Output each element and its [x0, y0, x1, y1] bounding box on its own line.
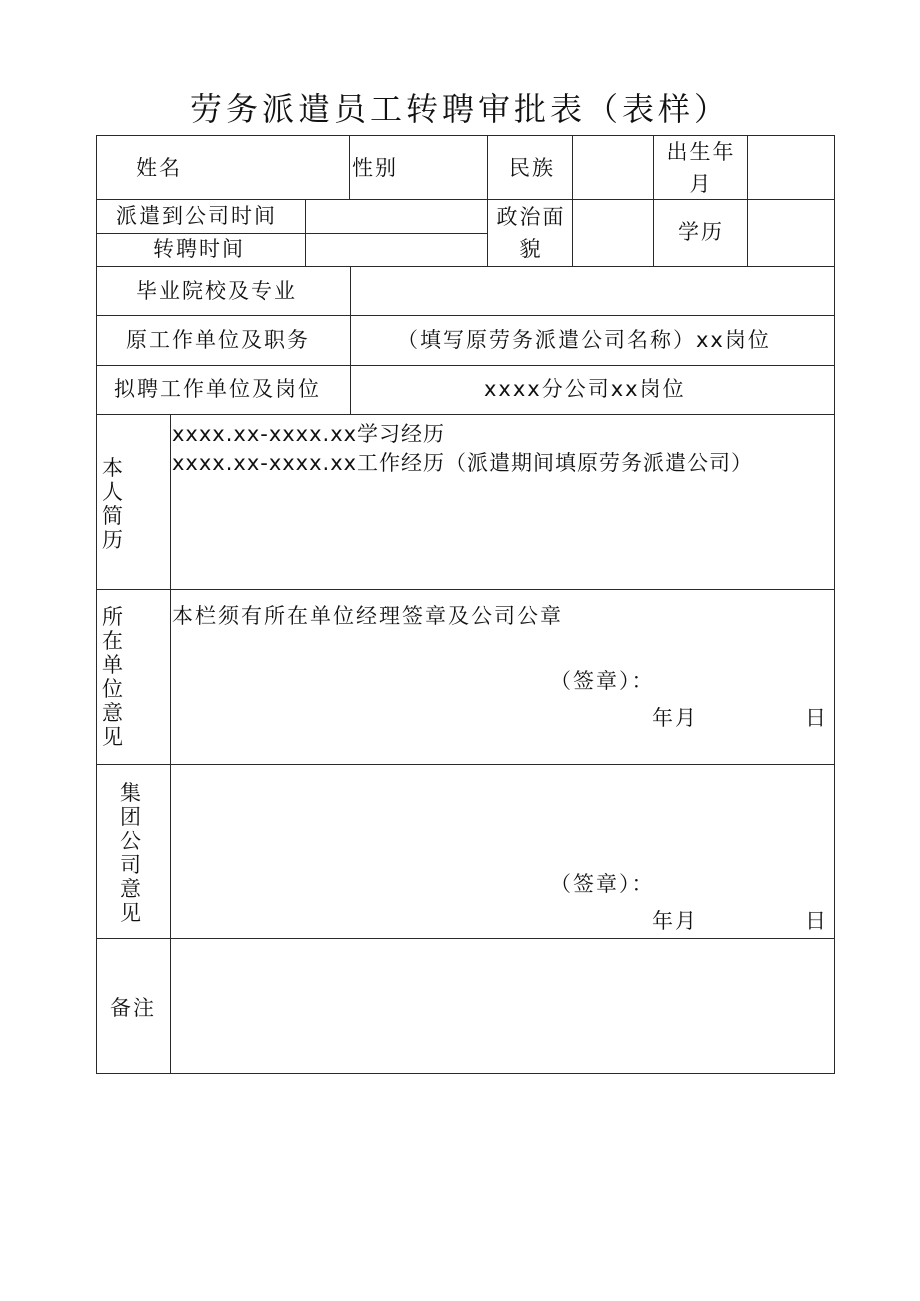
resume-label: 本人简历 [102, 456, 123, 552]
political-status-label: 政治面貌 [496, 205, 566, 261]
ethnicity-label: 民族 [509, 156, 555, 180]
table-border-right [834, 135, 835, 1074]
row-divider [96, 414, 835, 415]
transfer-date-label: 转聘时间 [153, 237, 245, 261]
group-date-year-month: 年月 [652, 909, 698, 933]
group-date-day: 日 [805, 909, 828, 933]
dispatch-date-label: 派遣到公司时间 [116, 204, 277, 228]
original-unit-label: 原工作单位及职务 [126, 328, 310, 352]
table-border-bottom [96, 1073, 835, 1074]
name-label: 姓名 [136, 156, 182, 180]
col-divider [305, 199, 306, 267]
unit-date-day: 日 [805, 706, 828, 730]
group-opinion-label: 集团公司意见 [120, 781, 141, 925]
row-divider [96, 266, 835, 267]
group-signature-label: （签章）： [550, 872, 655, 896]
birth-label: 出生年月 [666, 140, 736, 196]
row-divider [96, 764, 835, 765]
unit-signature-label: （签章）： [550, 669, 655, 693]
row-divider [96, 589, 835, 590]
row-divider [96, 365, 835, 366]
unit-date-year-month: 年月 [652, 706, 698, 730]
resume-line-study: xxxx.xx-xxxx.xx学习经历 [172, 422, 446, 446]
original-unit-value: （填写原劳务派遣公司名称）xx岗位 [397, 328, 771, 352]
row-divider [96, 315, 835, 316]
row-divider [96, 938, 835, 939]
table-border-left [96, 135, 97, 1074]
form-title: 劳务派遣员工转聘审批表（表样） [189, 90, 730, 128]
col-divider [653, 135, 654, 267]
education-label: 学历 [678, 220, 724, 244]
col-divider [747, 135, 748, 267]
unit-opinion-label: 所在单位意见 [102, 605, 123, 749]
col-divider [349, 135, 350, 200]
gender-label: 性别 [352, 156, 398, 180]
proposed-unit-value: xxxx分公司xx岗位 [484, 377, 686, 401]
proposed-unit-label: 拟聘工作单位及岗位 [114, 377, 321, 401]
col-divider [170, 414, 171, 1074]
school-major-label: 毕业院校及专业 [136, 279, 297, 303]
remarks-label: 备注 [110, 996, 156, 1020]
resume-line-work: xxxx.xx-xxxx.xx工作经历（派遣期间填原劳务派遣公司） [172, 451, 754, 475]
col-divider [572, 135, 573, 267]
col-divider [487, 135, 488, 267]
row-divider [96, 233, 487, 234]
unit-opinion-note: 本栏须有所在单位经理签章及公司公章 [172, 604, 563, 628]
col-divider [350, 266, 351, 415]
